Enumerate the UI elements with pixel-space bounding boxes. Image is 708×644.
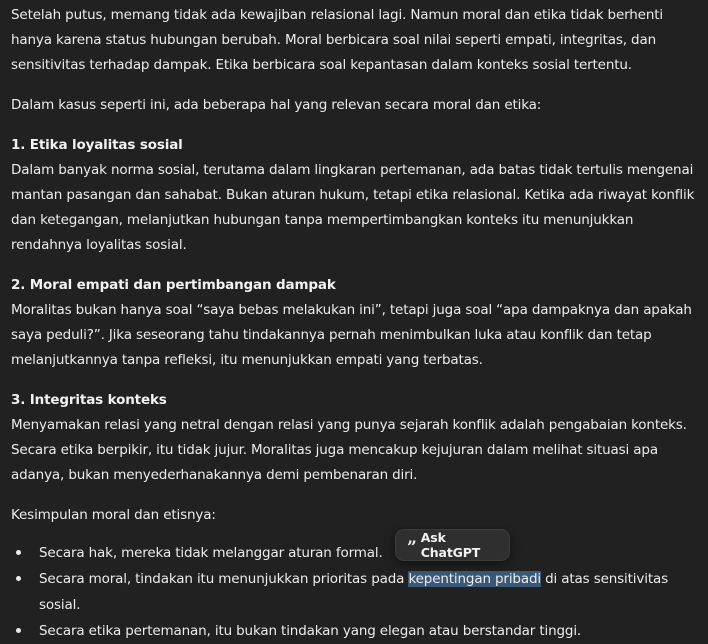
bullet-icon [16, 628, 21, 633]
list-item-text-before: Secara moral, tindakan itu menunjukkan prioritas pada [39, 571, 409, 587]
section-body: Menyamakan relasi yang netral dengan relasi yang punya sejarah konflik adalah pengabaian konteks. Secara etika berpikir, itu tidak jujur. Moralitas juga mencakup kejujuran dalam melihat situasi apa adanya, bukan menyederhanakannya demi pembenaran diri. [11, 417, 687, 483]
quote-icon: ” [407, 537, 415, 558]
intro-paragraph: Setelah putus, memang tidak ada kewajiban relasional lagi. Namun moral dan etika tidak berhenti hanya karena status hubungan berubah. Moral berbicara soal nilai seperti empati, integritas, dan sensitivitas terhadap dampak. Etika berbicara soal kepantasan dalam konteks sosial tertentu. [11, 7, 663, 73]
lead-paragraph: Dalam kasus seperti ini, ada beberapa hal yang relevan secara moral dan etika: [11, 97, 542, 113]
bullet-icon [16, 576, 21, 581]
conclusion-lead: Kesimpulan moral dan etisnya: [11, 507, 216, 523]
section-3 [11, 388, 701, 488]
list-item [11, 537, 701, 566]
list-item-text: Secara hak, mereka tidak melanggar aturan formal. [39, 545, 383, 561]
section-1 [11, 133, 701, 258]
section-title: 2. Moral empati dan pertimbangan dampak [11, 277, 336, 293]
list-item [11, 618, 701, 644]
section-2 [11, 273, 701, 373]
ask-chatgpt-label: Ask ChatGPT [420, 530, 481, 560]
ask-chatgpt-button[interactable] [395, 529, 510, 561]
selected-text[interactable]: kepentingan pribadi [408, 571, 541, 587]
section-title: 3. Integritas konteks [11, 392, 167, 408]
chat-message [11, 3, 701, 644]
list-item-text: Secara etika pertemanan, itu bukan tindakan yang elegan atau berstandar tinggi. [39, 623, 582, 639]
bullet-icon [16, 550, 21, 555]
section-body: Moralitas bukan hanya soal “saya bebas melakukan ini”, tetapi juga soal “apa dampaknya dan apakah saya peduli?”. Jika seseorang tahu tindakannya pernah menimbulkan luka atau konflik dan tetap melanjutkannya tanpa refleksi, itu menunjukkan empati yang terbatas. [11, 302, 692, 368]
list-item-text-after: di atas sensitivitas sosial. [39, 571, 668, 613]
section-body: Dalam banyak norma sosial, terutama dalam lingkaran pertemanan, ada batas tidak tertulis mengenai mantan pasangan dan sahabat. Bukan aturan hukum, tetapi etika relasional. Ketika ada riwayat konflik dan ketegangan, melanjutkan hubungan tanpa mempertimbangkan konteks itu menunjukkan rendahnya loyalitas sosial. [11, 162, 695, 253]
section-title: 1. Etika loyalitas sosial [11, 137, 183, 153]
list-item [11, 566, 701, 618]
conclusion-list [11, 537, 701, 644]
